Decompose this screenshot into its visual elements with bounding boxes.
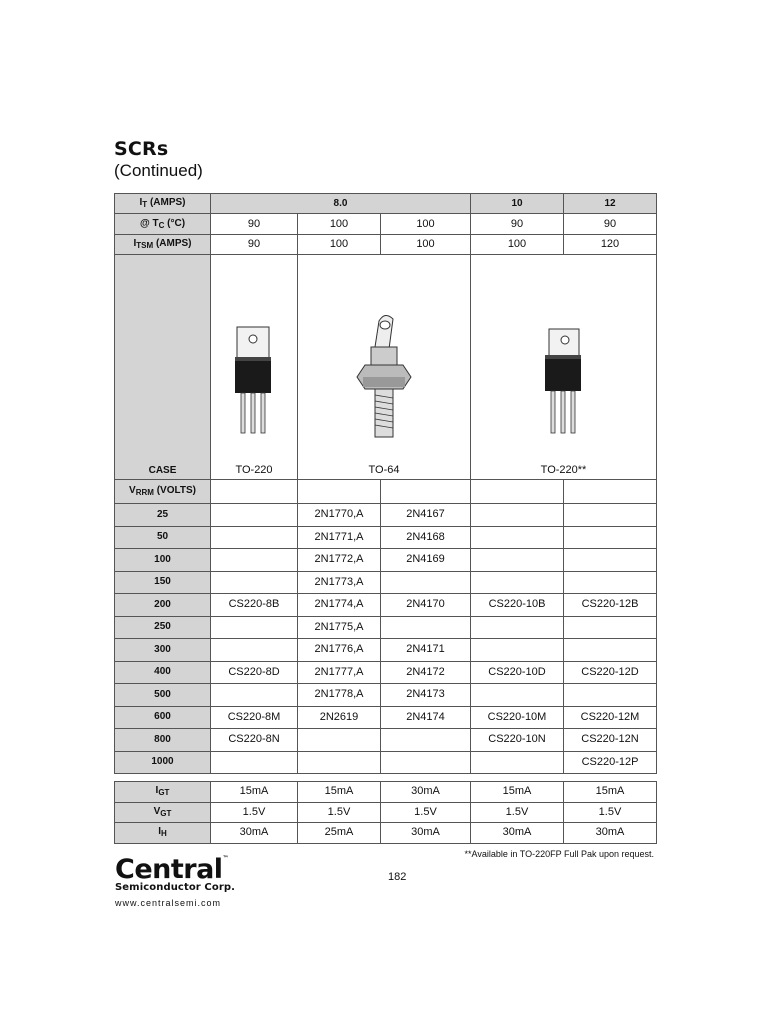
to220-package-icon bbox=[539, 327, 589, 437]
itsm-cell: 100 bbox=[381, 235, 471, 255]
spec-value-cell: 15mA bbox=[298, 782, 381, 803]
part-number-cell bbox=[471, 549, 564, 572]
tc-cell: 100 bbox=[381, 214, 471, 235]
it-value-8: 8.0 bbox=[211, 194, 471, 214]
vrrm-row bbox=[115, 729, 657, 752]
central-logo bbox=[115, 856, 235, 908]
spec-row bbox=[115, 782, 657, 803]
part-number-cell bbox=[564, 616, 657, 639]
part-number-cell: 2N1770,A bbox=[298, 504, 381, 527]
logo-wordmark: Central™ bbox=[115, 854, 229, 885]
part-number-cell: 2N1777,A bbox=[298, 661, 381, 684]
scr-table bbox=[114, 193, 657, 774]
part-number-cell bbox=[564, 549, 657, 572]
part-number-cell bbox=[381, 751, 471, 774]
to220-package-icon bbox=[229, 325, 279, 435]
part-number-cell bbox=[471, 526, 564, 549]
it-value-12: 12 bbox=[564, 194, 657, 214]
tc-row bbox=[115, 214, 657, 235]
spec-value-cell: 1.5V bbox=[211, 802, 298, 823]
vrrm-row bbox=[115, 751, 657, 774]
part-number-cell: CS220-8N bbox=[211, 729, 298, 752]
part-number-cell bbox=[298, 729, 381, 752]
website-url: www.centralsemi.com bbox=[115, 898, 222, 908]
part-number-cell bbox=[564, 639, 657, 662]
part-number-cell bbox=[471, 684, 564, 707]
part-number-cell bbox=[211, 504, 298, 527]
vrrm-row bbox=[115, 639, 657, 662]
part-number-cell bbox=[381, 571, 471, 594]
vrrm-voltage: 800 bbox=[115, 729, 211, 752]
vrrm-voltage: 500 bbox=[115, 684, 211, 707]
itsm-cell: 100 bbox=[298, 235, 381, 255]
vrrm-row bbox=[115, 526, 657, 549]
tc-cell: 90 bbox=[211, 214, 298, 235]
vrrm-voltage: 600 bbox=[115, 706, 211, 729]
case-name: TO-220 bbox=[235, 464, 273, 476]
it-row bbox=[115, 194, 657, 214]
case-name: TO-64 bbox=[368, 464, 400, 476]
vrrm-voltage: 1000 bbox=[115, 751, 211, 774]
part-number-cell: CS220-12N bbox=[564, 729, 657, 752]
part-number-cell: 2N4174 bbox=[381, 706, 471, 729]
part-number-cell bbox=[471, 616, 564, 639]
part-number-cell: 2N4172 bbox=[381, 661, 471, 684]
spec-value-cell: 25mA bbox=[298, 823, 381, 844]
vrrm-row bbox=[115, 661, 657, 684]
vrrm-row bbox=[115, 504, 657, 527]
part-number-cell: CS220-12B bbox=[564, 594, 657, 617]
spec-row bbox=[115, 823, 657, 844]
part-number-cell bbox=[211, 549, 298, 572]
part-number-cell: CS220-10M bbox=[471, 706, 564, 729]
part-number-cell bbox=[211, 684, 298, 707]
vrrm-label: $V_{RRM}$ (VOLTS) bbox=[115, 480, 211, 504]
vrrm-row bbox=[115, 571, 657, 594]
vrrm-voltage: 250 bbox=[115, 616, 211, 639]
part-number-cell bbox=[564, 571, 657, 594]
part-number-cell: CS220-8D bbox=[211, 661, 298, 684]
vrrm-voltage: 100 bbox=[115, 549, 211, 572]
part-number-cell: CS220-10B bbox=[471, 594, 564, 617]
spec-value-cell: 30mA bbox=[471, 823, 564, 844]
vrrm-voltage: 25 bbox=[115, 504, 211, 527]
part-number-cell: CS220-10D bbox=[471, 661, 564, 684]
spec-value-cell: 30mA bbox=[564, 823, 657, 844]
part-number-cell: 2N1776,A bbox=[298, 639, 381, 662]
vrrm-voltage: 150 bbox=[115, 571, 211, 594]
part-number-cell bbox=[211, 571, 298, 594]
it-value-10: 10 bbox=[471, 194, 564, 214]
footnote: **Available in TO-220FP Full Pak upon request. bbox=[464, 849, 654, 859]
tc-cell: 100 bbox=[298, 214, 381, 235]
part-number-cell: 2N4168 bbox=[381, 526, 471, 549]
part-number-cell: 2N4170 bbox=[381, 594, 471, 617]
part-number-cell bbox=[298, 751, 381, 774]
page-number: 182 bbox=[388, 871, 407, 883]
vrrm-row bbox=[115, 616, 657, 639]
spec-value-cell: 15mA bbox=[564, 782, 657, 803]
part-number-cell: CS220-12D bbox=[564, 661, 657, 684]
case-to220-cell bbox=[211, 255, 298, 480]
part-number-cell: CS220-12P bbox=[564, 751, 657, 774]
spec-value-cell: 15mA bbox=[211, 782, 298, 803]
part-number-cell: 2N1778,A bbox=[298, 684, 381, 707]
tc-cell: 90 bbox=[471, 214, 564, 235]
part-number-cell bbox=[211, 639, 298, 662]
vrrm-voltage: 400 bbox=[115, 661, 211, 684]
part-number-cell: 2N1775,A bbox=[298, 616, 381, 639]
part-number-cell: CS220-10N bbox=[471, 729, 564, 752]
part-number-cell bbox=[381, 616, 471, 639]
spec-body bbox=[115, 782, 657, 844]
tc-cell: 90 bbox=[564, 214, 657, 235]
spec-value-cell: 15mA bbox=[471, 782, 564, 803]
to64-stud-package-icon bbox=[349, 313, 419, 443]
part-number-cell bbox=[471, 504, 564, 527]
spec-value-cell: 1.5V bbox=[564, 802, 657, 823]
part-number-cell: 2N2619 bbox=[298, 706, 381, 729]
part-number-cell bbox=[564, 684, 657, 707]
case-to220fp-cell bbox=[471, 255, 657, 480]
spec-value-cell: 1.5V bbox=[381, 802, 471, 823]
part-number-cell bbox=[211, 526, 298, 549]
part-number-cell: 2N4171 bbox=[381, 639, 471, 662]
spec-value-cell: 30mA bbox=[381, 782, 471, 803]
part-number-cell: 2N1771,A bbox=[298, 526, 381, 549]
part-number-cell: 2N4169 bbox=[381, 549, 471, 572]
itsm-cell: 90 bbox=[211, 235, 298, 255]
itsm-cell: 100 bbox=[471, 235, 564, 255]
spec-value-cell: 30mA bbox=[381, 823, 471, 844]
part-number-cell: 2N1774,A bbox=[298, 594, 381, 617]
logo-subtitle: Semiconductor Corp. bbox=[115, 882, 236, 893]
case-label: CASE bbox=[115, 255, 211, 480]
spec-label: $V_{GT}$ bbox=[115, 802, 211, 823]
vrrm-row bbox=[115, 594, 657, 617]
part-number-cell bbox=[211, 751, 298, 774]
vrrm-row bbox=[115, 549, 657, 572]
part-number-cell: 2N4167 bbox=[381, 504, 471, 527]
vrrm-voltage: 50 bbox=[115, 526, 211, 549]
part-number-cell bbox=[471, 751, 564, 774]
vrrm-header-row bbox=[115, 480, 657, 504]
part-number-cell bbox=[471, 639, 564, 662]
itsm-row bbox=[115, 235, 657, 255]
spec-label: $I_{GT}$ bbox=[115, 782, 211, 803]
vrrm-row bbox=[115, 706, 657, 729]
tc-label: @ $T_C$ (°C) bbox=[115, 214, 211, 235]
part-number-cell: CS220-12M bbox=[564, 706, 657, 729]
part-number-cell bbox=[564, 504, 657, 527]
case-row bbox=[115, 255, 657, 480]
vrrm-row bbox=[115, 684, 657, 707]
spec-value-cell: 1.5V bbox=[298, 802, 381, 823]
part-number-cell: 2N1773,A bbox=[298, 571, 381, 594]
page-subtitle: (Continued) bbox=[114, 161, 203, 180]
vrrm-voltage: 300 bbox=[115, 639, 211, 662]
part-number-cell: CS220-8M bbox=[211, 706, 298, 729]
spec-value-cell: 30mA bbox=[211, 823, 298, 844]
vrrm-voltage: 200 bbox=[115, 594, 211, 617]
spec-value-cell: 1.5V bbox=[471, 802, 564, 823]
spec-table bbox=[114, 781, 657, 844]
page-title: SCRs bbox=[114, 138, 169, 160]
itsm-label: $I_{TSM}$ (AMPS) bbox=[115, 235, 211, 255]
spec-label: $I_H$ bbox=[115, 823, 211, 844]
part-number-cell: 2N1772,A bbox=[298, 549, 381, 572]
itsm-cell: 120 bbox=[564, 235, 657, 255]
part-number-cell bbox=[471, 571, 564, 594]
vrrm-body bbox=[115, 504, 657, 774]
part-number-cell: 2N4173 bbox=[381, 684, 471, 707]
part-number-cell bbox=[381, 729, 471, 752]
case-name: TO-220** bbox=[540, 464, 587, 476]
case-to64-cell bbox=[298, 255, 471, 480]
part-number-cell: CS220-8B bbox=[211, 594, 298, 617]
part-number-cell bbox=[211, 616, 298, 639]
it-label: $I_T$ (AMPS) bbox=[115, 194, 211, 214]
spec-row bbox=[115, 802, 657, 823]
part-number-cell bbox=[564, 526, 657, 549]
